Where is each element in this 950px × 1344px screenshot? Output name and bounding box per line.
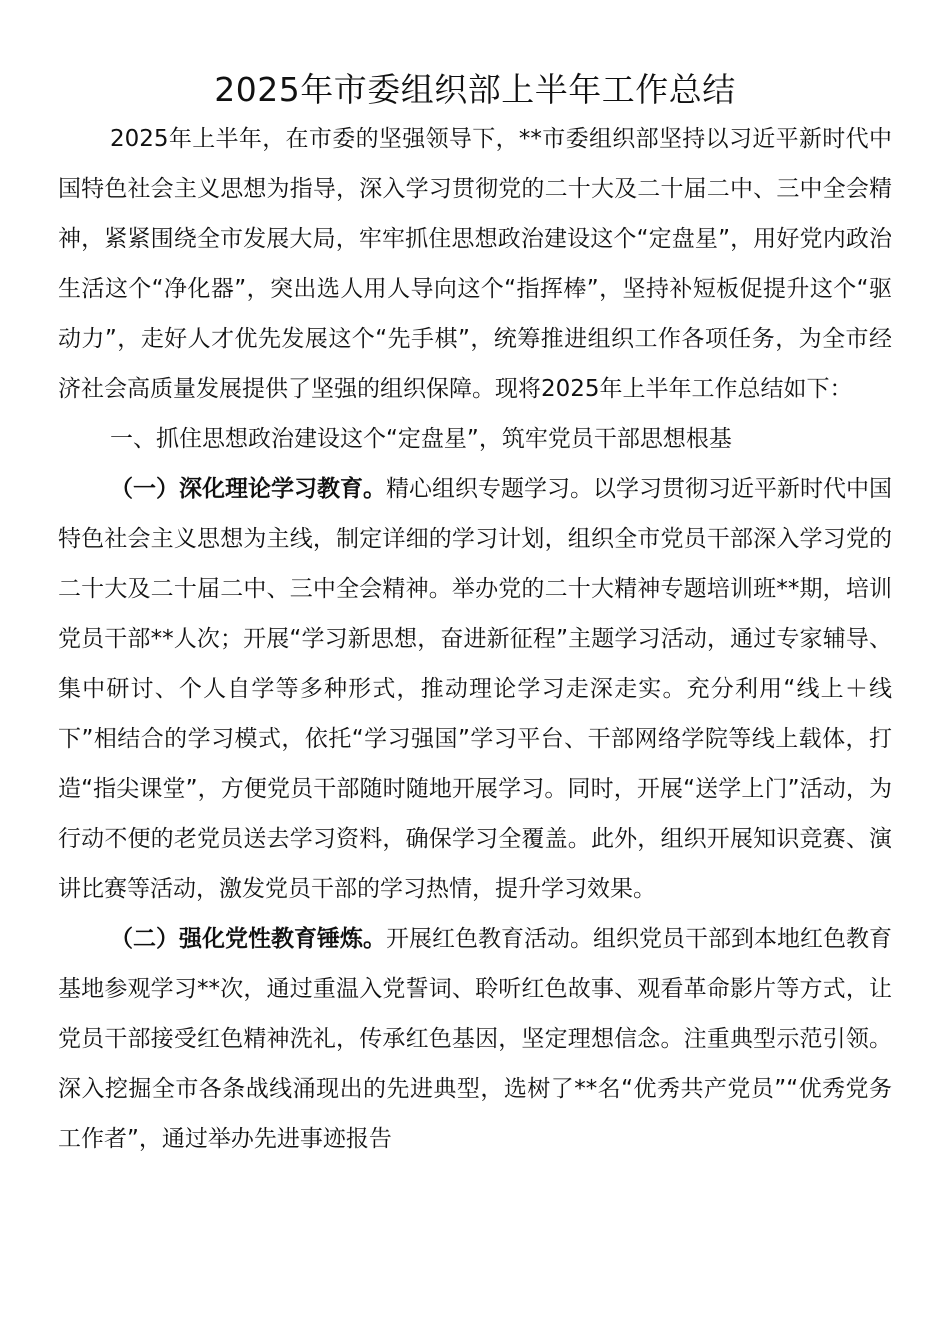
intro-paragraph: 2025年上半年，在市委的坚强领导下，**市委组织部坚持以习近平新时代中国特色社会主义思想为指导，深入学习贯彻党的二十大及二十届二中、三中全会精神，紧紧围绕全市发展大局，牢牢抓住思想政治建设这个“定盘星”，用好党内政治生活这个“净化器”，突出选人用人导向这个“指挥棒”，坚持补短板促提升这个“驱动力”，走好人才优先发展这个“先手棋”，统筹推进组织工作各项任务，为全市经济社会高质量发展提供了坚强的组织保障。现将2025年上半年工作总结如下：: [58, 126, 892, 402]
document-body: [58, 114, 892, 1164]
subsection-lead-2: （二）强化党性教育锤炼。: [110, 926, 386, 952]
subsection-text-2: 开展红色教育活动。组织党员干部到本地红色教育基地参观学习**次，通过重温入党誓词、聆听红色故事、观看革命影片等方式，让党员干部接受红色精神洗礼，传承红色基因，坚定理想信念。注重典型示范引领。深入挖掘全市各条战线涌现出的先进典型，选树了**名“优秀共产党员”“优秀党务工作者”，通过举办先进事迹报告: [58, 926, 892, 1152]
subsection-lead-1: （一）深化理论学习教育。: [110, 476, 386, 502]
document-title: 2025年市委组织部上半年工作总结: [214, 70, 736, 109]
subsection-text-1: 精心组织专题学习。以学习贯彻习近平新时代中国特色社会主义思想为主线，制定详细的学习计划，组织全市党员干部深入学习党的二十大及二十届二中、三中全会精神。举办党的二十大精神专题培训班**期，培训党员干部**人次；开展“学习新思想，奋进新征程”主题学习活动，通过专家辅导、集中研讨、个人自学等多种形式，推动理论学习走深走实。充分利用“线上＋线下”相结合的学习模式，依托“学习强国”学习平台、干部网络学院等线上载体，打造“指尖课堂”，方便党员干部随时随地开展学习。同时，开展“送学上门”活动，为行动不便的老党员送去学习资料，确保学习全覆盖。此外，组织开展知识竞赛、演讲比赛等活动，激发党员干部的学习热情，提升学习效果。: [58, 476, 892, 902]
subsection-paragraph-2: [58, 914, 892, 1164]
section-heading: 一、抓住思想政治建设这个“定盘星”，筑牢党员干部思想根基: [110, 426, 732, 452]
subsection-paragraph-1: [58, 464, 892, 914]
